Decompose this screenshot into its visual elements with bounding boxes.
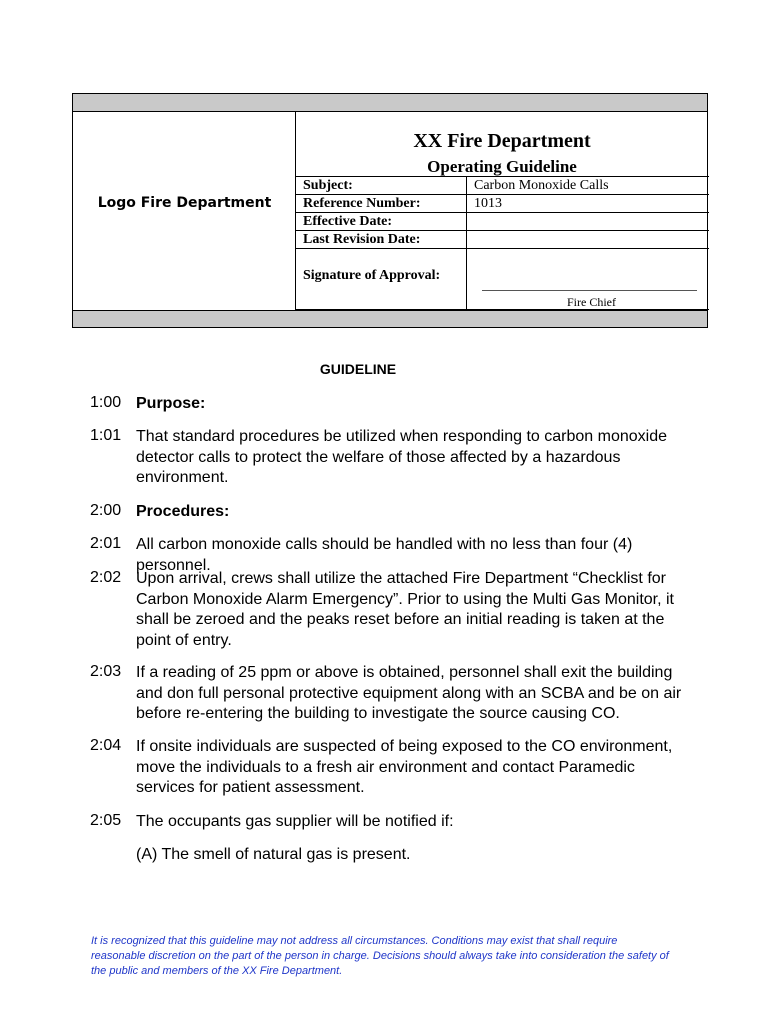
section-title: Purpose: [136,395,206,412]
signature-label: Signature of Approval: [303,268,441,283]
item-number: 2:00 [90,502,122,519]
item-number: 2:04 [90,737,122,754]
info-label: Effective Date: [296,213,467,231]
signature-cell [467,249,710,310]
logo-cell [73,112,296,311]
info-label: Subject: [296,177,467,195]
item-number: 2:01 [90,535,122,552]
info-label: Last Revision Date: [296,231,467,249]
info-row-revision-date [296,231,709,249]
info-row-signature [296,249,709,310]
signature-label-cell [296,249,467,310]
header-top-bar [73,94,707,112]
info-value [467,231,710,249]
item-number: 2:02 [90,569,122,586]
signature-title: Fire Chief [567,295,616,309]
info-row-effective-date [296,213,709,231]
signature-line [482,290,697,291]
section-title: Procedures: [136,503,230,520]
item-text: If onsite individuals are suspected of being exposed to the CO environment, move the individuals to a fresh air environment and contact Paramedic services for patient assessment. [136,738,673,796]
guideline-subtitle: Operating Guideline [427,157,577,176]
info-value: 1013 [467,195,710,213]
info-table [296,176,709,310]
item-number: 1:01 [90,427,122,444]
logo-placeholder: Logo Fire Department [97,195,272,211]
sub-item-text: (A) The smell of natural gas is present. [136,846,411,863]
guideline-heading: GUIDELINE [319,361,397,377]
item-text: The occupants gas supplier will be notified if: [136,813,454,830]
item-text: If a reading of 25 ppm or above is obtained, personnel shall exit the building and don full personal protective equipment along with an SCBA and be on air before re-entering the building to investigate the source causing CO. [136,664,682,722]
item-text: All carbon monoxide calls should be handled with no less than four (4) personnel. [136,536,633,574]
info-row-reference [296,195,709,213]
header-bottom-bar [73,310,707,327]
item-text: That standard procedures be utilized when responding to carbon monoxide detector calls to protect the welfare of those affected by a hazardous environment. [136,428,667,486]
item-number: 2:05 [90,812,122,829]
info-label: Reference Number: [296,195,467,213]
info-value: Carbon Monoxide Calls [467,177,710,195]
info-row-subject [296,177,709,195]
info-value [467,213,710,231]
department-title: XX Fire Department [413,130,591,152]
header-box [72,93,708,328]
disclaimer-note: It is recognized that this guideline may not address all circumstances. Conditions may exist that shall require reasonable discretion on the part of the person in charge. Decisions should always take into consideration the safety of the public and members of the XX Fire Department. [91,935,669,977]
signature-area [474,249,709,309]
item-text: Upon arrival, crews shall utilize the attached Fire Department “Checklist for Carbon Monoxide Alarm Emergency”. Prior to using the Multi Gas Monitor, it shall be zeroed and the peaks reset before an initial reading is taken at the point of entry. [136,570,674,649]
item-number: 1:00 [90,394,122,411]
item-number: 2:03 [90,663,122,680]
